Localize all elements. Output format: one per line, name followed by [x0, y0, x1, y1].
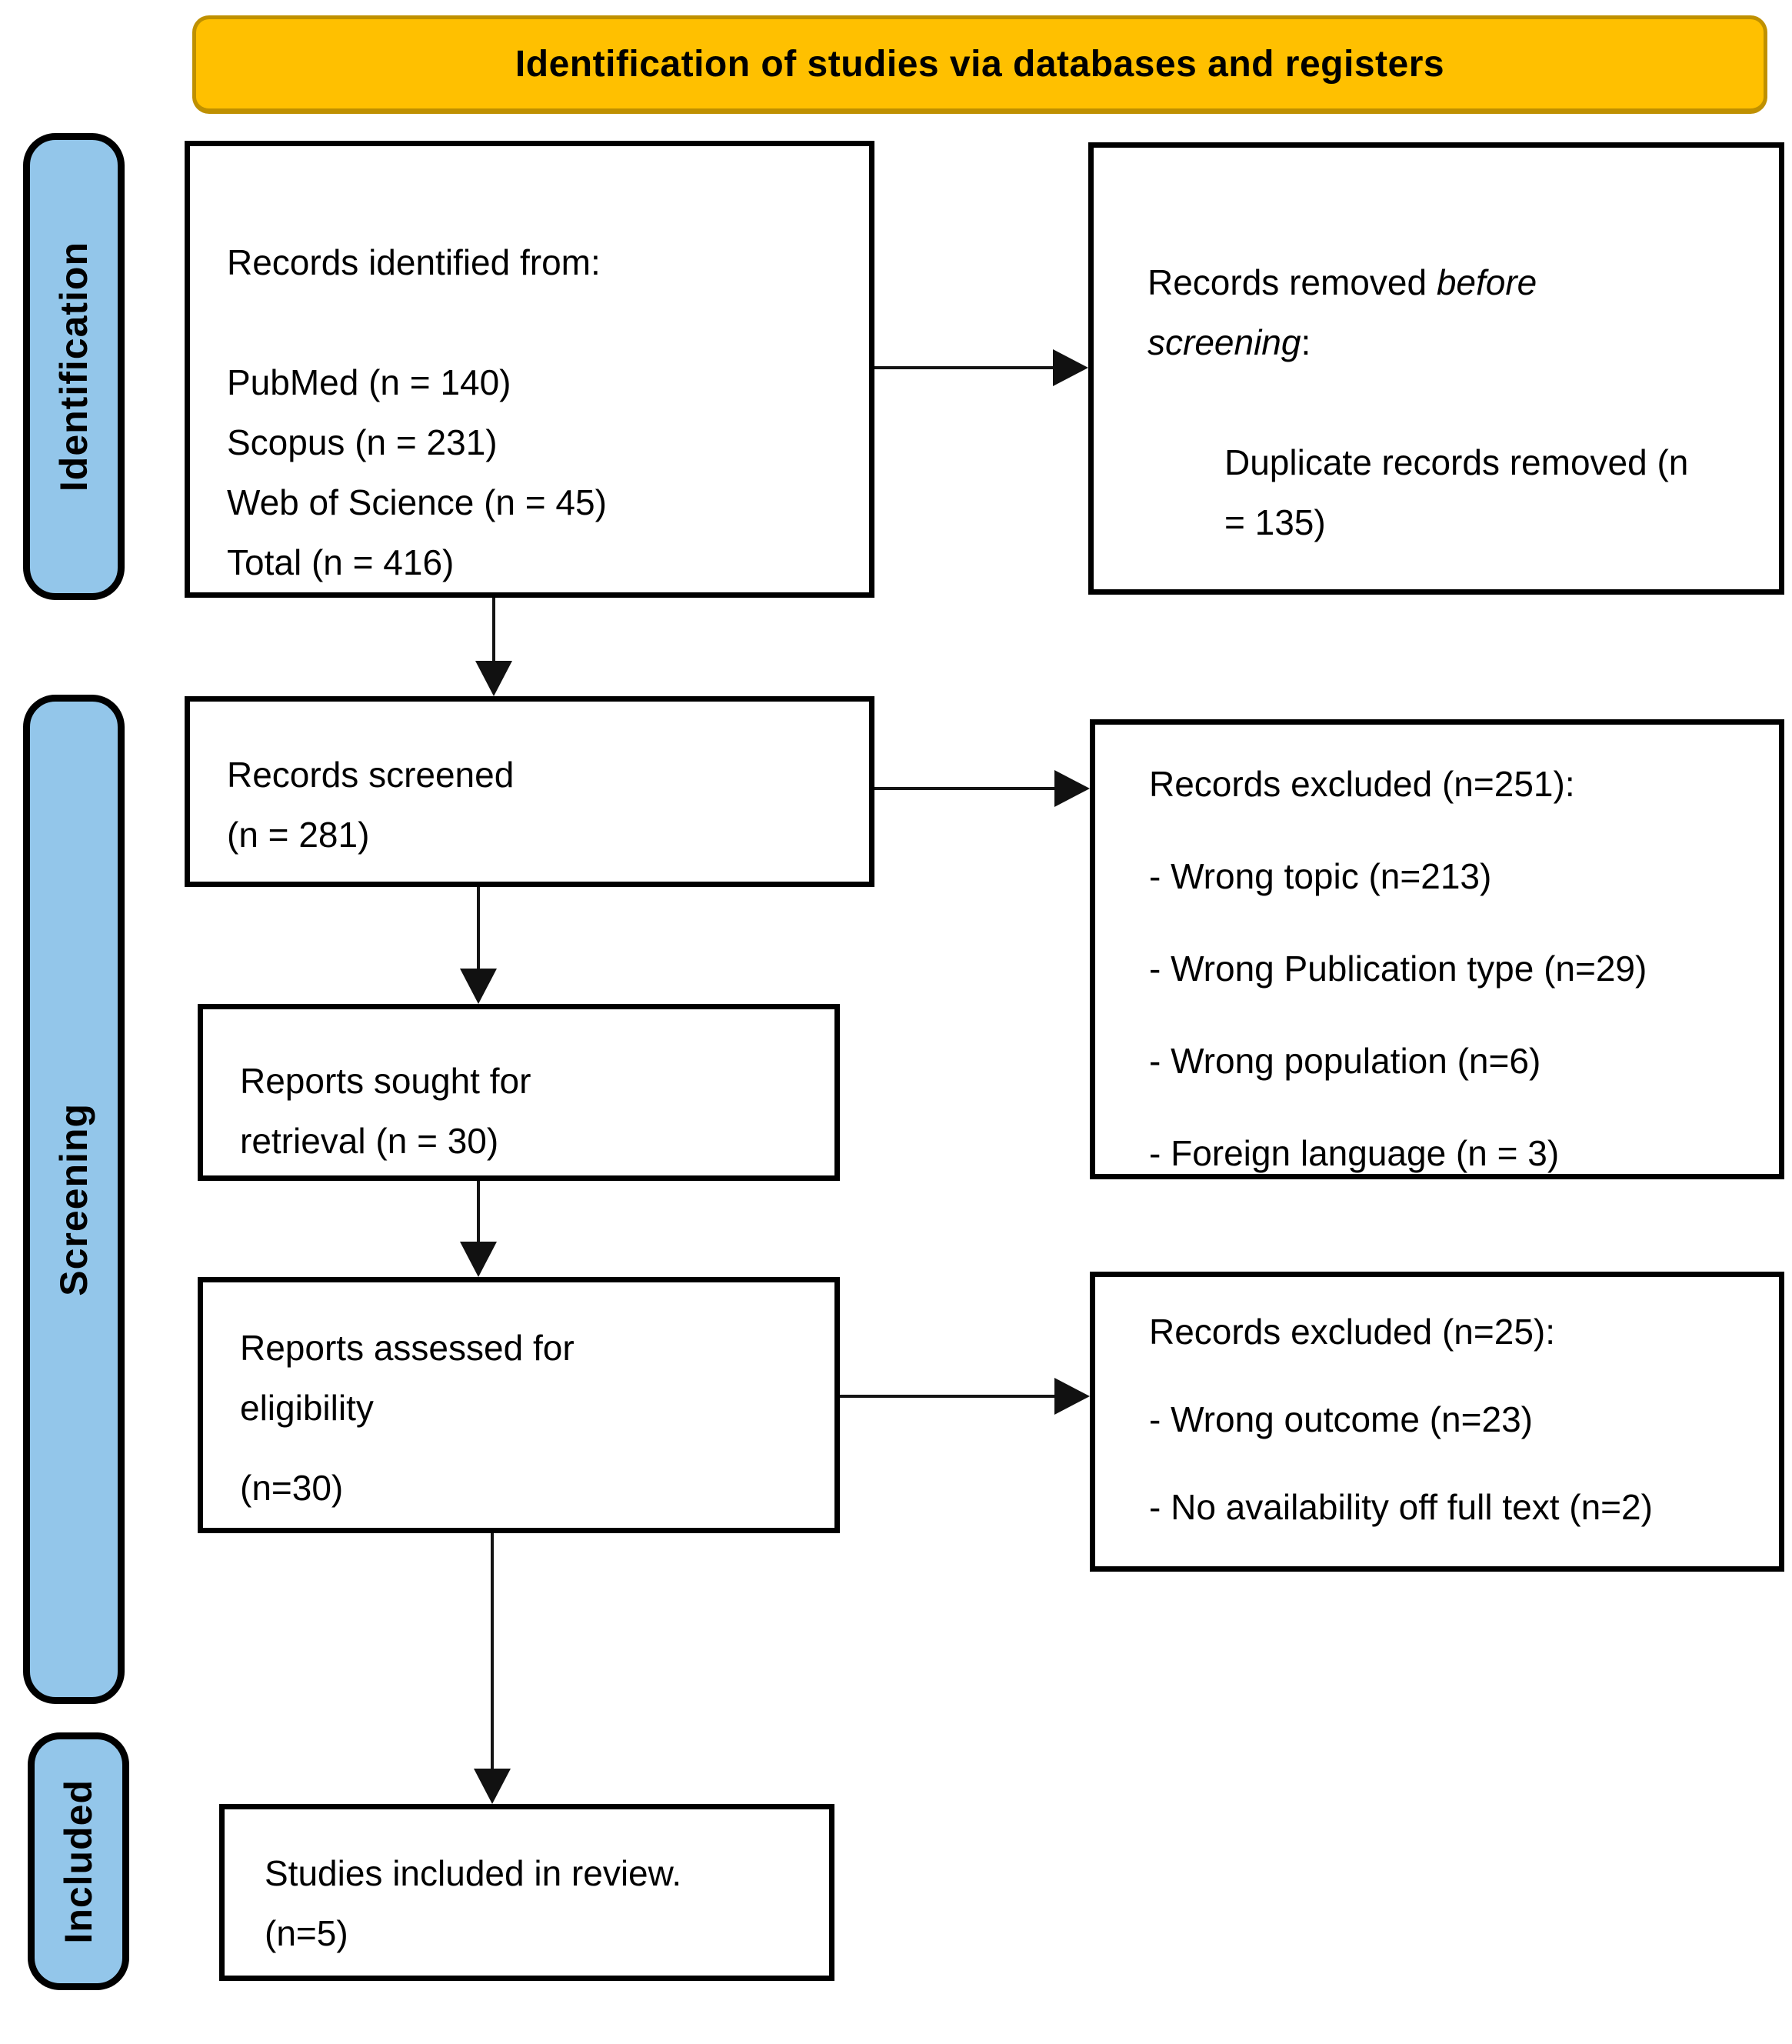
excluded-reason-wrong-outcome: - Wrong outcome (n=23): [1149, 1399, 1533, 1439]
records-removed-title: [1147, 252, 1594, 372]
box-records-removed: [1088, 142, 1784, 595]
records-removed-suffix: :: [1301, 322, 1311, 362]
box-reports-sought: [198, 1004, 840, 1181]
reports-assessed-line2: eligibility: [240, 1388, 374, 1428]
reports-assessed-line1: Reports assessed for: [240, 1328, 575, 1368]
arrow-screened-to-excluded-head-icon: [1054, 770, 1090, 807]
box-records-excluded-eligibility: [1090, 1272, 1784, 1572]
excluded-screening-title: Records excluded (n=251):: [1149, 764, 1575, 804]
arrow-assessed-to-excluded-head-icon: [1054, 1378, 1090, 1415]
excluded-reason-wrong-topic: - Wrong topic (n=213): [1149, 856, 1492, 896]
stage-label-included: Included: [57, 1779, 100, 1944]
stage-bar-included: [28, 1732, 129, 1990]
source-total: Total (n = 416): [227, 542, 455, 582]
source-pubmed: PubMed (n = 140): [227, 362, 511, 402]
excluded-reason-no-full-text: - No availability off full text (n=2): [1149, 1487, 1653, 1527]
source-scopus: Scopus (n = 231): [227, 422, 498, 462]
box-records-identified: [185, 141, 874, 598]
records-screened-line2: (n = 281): [227, 815, 370, 855]
records-removed-italic: before screening: [1147, 262, 1537, 362]
stage-label-identification: Identification: [52, 241, 95, 492]
records-removed-prefix: Records removed: [1147, 262, 1437, 302]
arrow-identified-to-screened-head-icon: [475, 661, 512, 696]
arrow-identified-to-removed-shaft: [874, 366, 1056, 369]
excluded-reason-publication-type: - Wrong Publication type (n=29): [1149, 949, 1647, 989]
source-web-of-science: Web of Science (n = 45): [227, 482, 607, 522]
reports-assessed-count: (n=30): [240, 1468, 344, 1508]
arrow-screened-to-sought-shaft: [477, 887, 480, 970]
arrow-sought-to-assessed-shaft: [477, 1181, 480, 1244]
stage-bar-identification: [23, 133, 125, 600]
excluded-reason-foreign-language: - Foreign language (n = 3): [1149, 1133, 1560, 1173]
box-records-screened: [185, 696, 874, 887]
box-records-excluded-screening: [1090, 719, 1784, 1179]
reports-sought-line1: Reports sought for: [240, 1061, 531, 1101]
records-identified-title: Records identified from:: [227, 242, 601, 282]
arrow-assessed-to-included-shaft: [491, 1533, 494, 1770]
stage-label-screening: Screening: [52, 1102, 95, 1296]
arrow-assessed-to-included-head-icon: [474, 1769, 511, 1804]
stage-bar-screening: [23, 695, 125, 1704]
records-screened-line1: Records screened: [227, 755, 515, 795]
studies-included-line2: (n=5): [265, 1913, 348, 1953]
arrow-identified-to-screened-shaft: [492, 598, 495, 664]
header-banner: [192, 15, 1767, 114]
excluded-eligibility-title: Records excluded (n=25):: [1149, 1312, 1556, 1352]
arrow-identified-to-removed-head-icon: [1053, 349, 1088, 386]
excluded-reason-wrong-population: - Wrong population (n=6): [1149, 1041, 1541, 1081]
arrow-screened-to-sought-head-icon: [460, 969, 497, 1004]
arrow-assessed-to-excluded-shaft: [840, 1395, 1056, 1398]
studies-included-line1: Studies included in review.: [265, 1853, 682, 1893]
duplicate-records-removed: Duplicate records removed (n = 135): [1224, 442, 1689, 542]
records-identified-sources: [227, 352, 851, 592]
arrow-screened-to-excluded-shaft: [874, 787, 1054, 790]
reports-sought-line2: retrieval (n = 30): [240, 1121, 499, 1161]
box-studies-included: [219, 1804, 834, 1981]
box-reports-assessed: [198, 1277, 840, 1533]
arrow-sought-to-assessed-head-icon: [460, 1242, 497, 1277]
header-title: Identification of studies via databases and registers: [515, 43, 1445, 85]
